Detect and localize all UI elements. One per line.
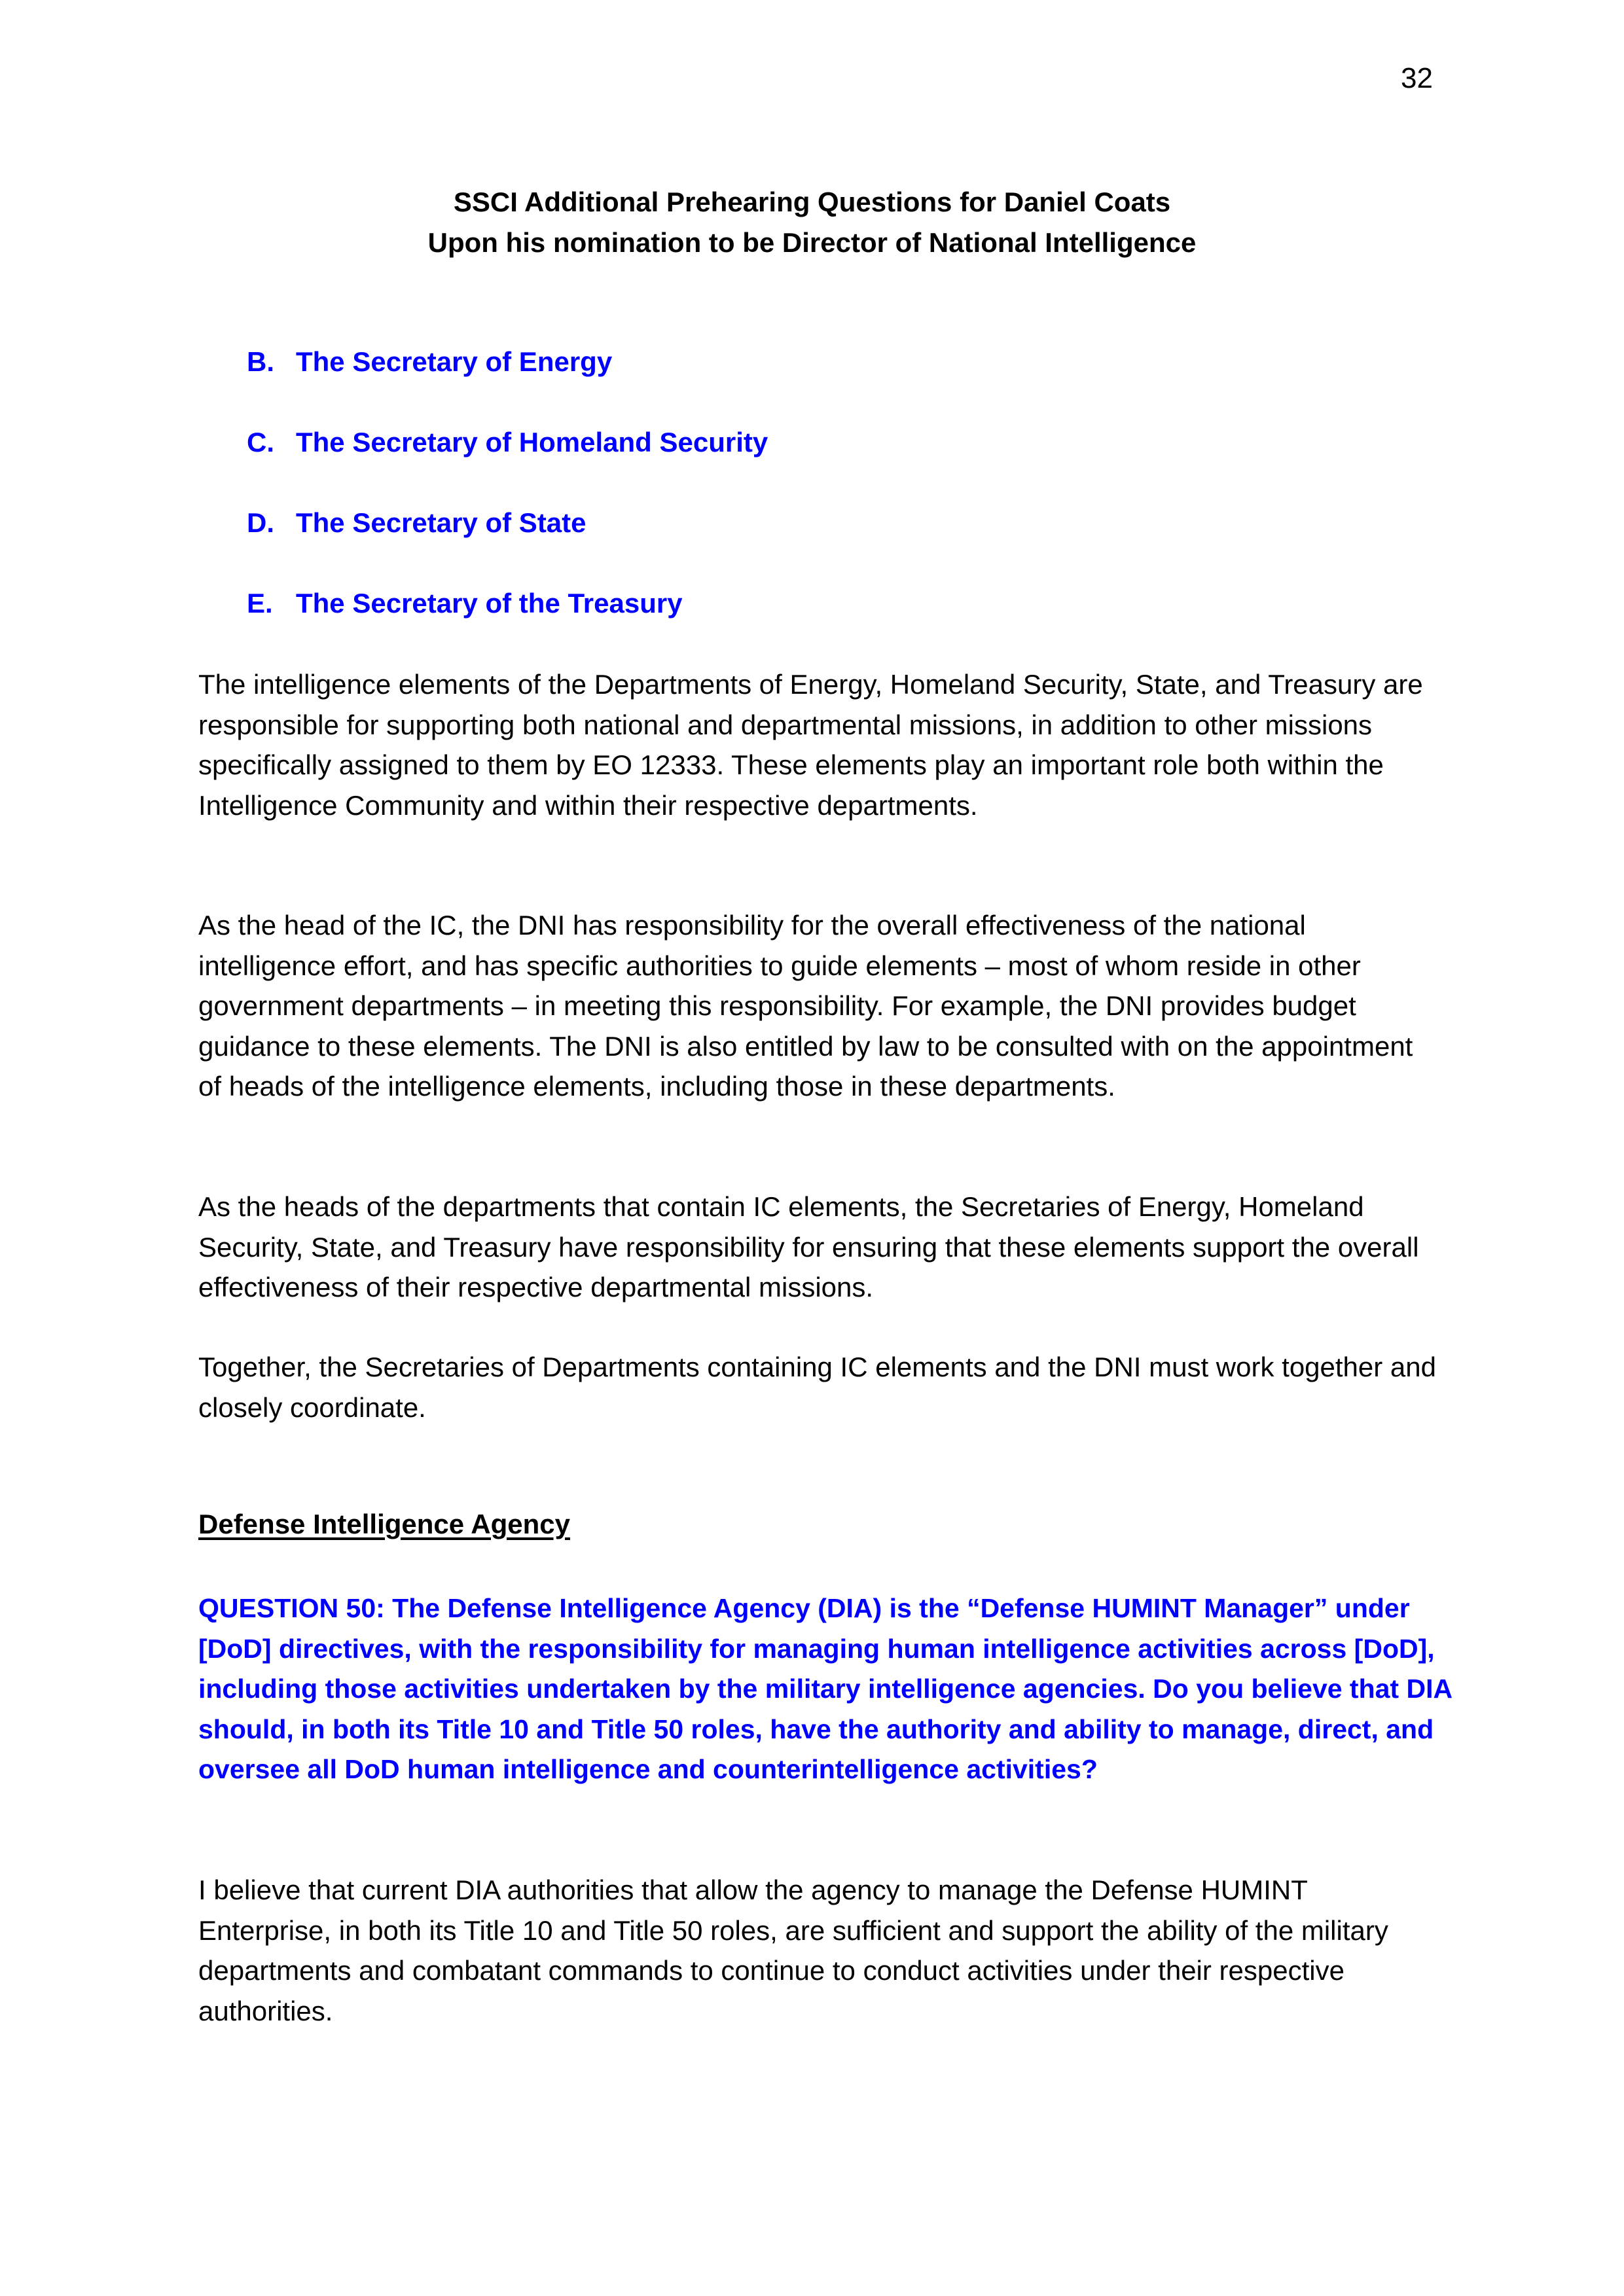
answer-50: I believe that current DIA authorities that allow the agency to manage the Defense HUMINT Enterprise, in both its Title 10 and Title 50 roles, are sufficient and support the ability of the military departments and combatant commands to continue to conduct activities under their respective authorities. [198,1874,1388,2026]
list-item-homeland-security [247,424,768,505]
list-letter: C. [247,427,274,457]
list-item-state [247,505,768,585]
title-line-2: Upon his nomination to be Director of National Intelligence [427,227,1197,258]
list-letter: D. [247,507,274,538]
question-50: QUESTION 50: The Defense Intelligence Agency (DIA) is the “Defense HUMINT Manager” under [DoD] directives, with the responsibility for managing human intelligence activities across [DoD], including those activities undertaken by the military intelligence agencies. Do you believe that DIA should, in both its Title 10 and Title 50 roles, have the authority and ability to manage, direct, and oversee all DoD human intelligence and counterintelligence activities? [198,1593,1452,1784]
list-text: The Secretary of the Treasury [296,588,683,619]
secretary-list [247,344,768,666]
list-text: The Secretary of State [296,507,586,538]
list-text: The Secretary of Energy [296,346,613,377]
paragraph-coordination: Together, the Secretaries of Departments containing IC elements and the DNI must work together and closely coordinate. [198,1352,1437,1423]
list-text: The Secretary of Homeland Security [296,427,768,457]
section-heading: Defense Intelligence Agency [198,1509,570,1539]
page-number: 32 [1401,62,1433,94]
paragraph-dni-responsibility: As the head of the IC, the DNI has responsibility for the overall effectiveness of the national intelligence effort, and has specific authorities to guide elements – most of whom reside in other government departments – in meeting this responsibility. For example, the DNI provides budget guidance to these elements. The DNI is also entitled by law to be consulted with on the appointment of heads of the intelligence elements, including those in these departments. [198,910,1413,1102]
paragraph-department-heads: As the heads of the departments that contain IC elements, the Secretaries of Energy, Homeland Security, State, and Treasury have responsibility for ensuring that these elements support the overall effectiveness of their respective departmental missions. [198,1191,1419,1302]
paragraph-intelligence-elements: The intelligence elements of the Departments of Energy, Homeland Security, State, and Treasury are responsible for supporting both national and departmental missions, in addition to other missions specifically assigned to them by EO 12333. These elements play an important role both within the Intelligence Community and within their respective departments. [198,669,1423,821]
list-letter: E. [247,588,273,619]
list-letter: B. [247,346,274,377]
list-item-treasury [247,585,768,666]
document-title [0,182,1624,263]
title-line-1: SSCI Additional Prehearing Questions for Daniel Coats [453,187,1171,217]
list-item-energy [247,344,768,424]
